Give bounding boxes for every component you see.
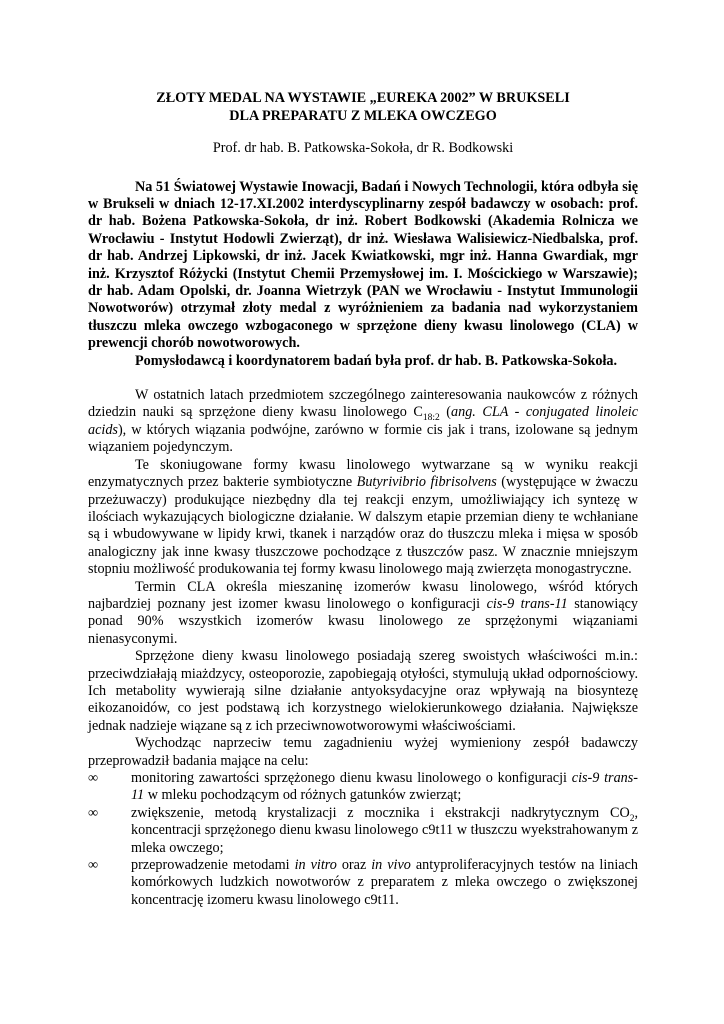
body-paragraph-1 [88,387,638,457]
list-item [88,770,638,805]
text-run: monitoring zawartości sprzężonego dienu kwasu linolowego o konfiguracji [131,770,572,786]
text-run: antyproliferacyjnych testów na liniach komórkowych ludzkich nowotworów z preparatem z mleka owczego o zwiększonej koncentrację izomeru kwasu linolowego c9t11. [131,857,638,908]
text-run: przeprowadzenie metodami [131,857,295,874]
italic-text: in vivo [371,857,411,874]
text-run: ( [439,404,451,421]
italic-text: in vitro [294,857,337,874]
list-item [88,805,638,857]
text-run: zwiększenie, metodą krystalizacji z mocznika i ekstrakcji nadkrytycznym CO [131,804,630,821]
body-paragraph-5: Wychodząc naprzeciw temu zagadnieniu wyżej wymieniony zespół badawczy przeprowadził badania mające na celu: [88,735,638,769]
text-run: Termin CLA określa mieszaninę izomerów kwasu linolowego, wśród których najbardziej poznany jest izomer kwasu linolowego o konfiguracji [88,578,638,612]
italic-text: cis-9 trans-11 [486,595,568,612]
list-item [88,857,638,909]
authors-line: Prof. dr hab. B. Patkowska-Sokoła, dr R. Bodkowski [212,140,514,157]
text-run: , koncentracji sprzężonego dienu kwasu linolowego c9t11 w tłuszczu wyekstrahowanym z mleka owczego; [131,804,638,856]
text-run: oraz [336,857,372,874]
body-paragraph-4: Sprzężone dieny kwasu linolowego posiadają szereg swoistych właściwości m.in.: przeciwdziałają miażdzycy, osteoporozie, zapobiegają otyłości, stymulują układ odpornościowy. Ich metabolity wywierają silne działanie antyoksydacyjne oraz wpływają na biosyntezę eikozanoidów, co jest podstawą ich korzystnego wielokierunkowego działania. Największe jednak nadzieje wiązane są z ich przeciwnowotworowymi właściwościami. [88,648,638,734]
infinity-bullet-icon: ∞ [88,857,99,874]
text-run: stanowiący ponad 90% wszystkich izomerów kwasu linolowego ze sprzężonymi wiązaniami nienasyconymi. [88,595,639,647]
subscript: 18:2 [422,413,440,424]
body-paragraph-2 [88,457,638,579]
intro-paragraph: Na 51 Światowej Wystawie Inowacji, Badań i Nowych Technologii, która odbyła się w Brukseli w dniach 12-17.XI.2002 interdyscyplinarny zespół badawczy w osobach: prof. dr hab. Bożena Patkowska-Sokoła, dr inż. Robert Bodkowski (Akademia Rolnicza we Wrocławiu - Instytut Hodowli Zwierząt), dr inż. Wiesława Walisiewicz-Niedbalska, prof. dr hab. Andrzej Lipkowski, dr inż. Jacek Kwiatkowski, mgr inż. Hanna Gwardiak, mgr inż. Krzysztof Różycki (Instytut Chemii Przemysłowej im. I. Mościckiego w Warszawie); dr hab. Adam Opolski, dr. Joanna Wietrzyk (PAN we Wrocławiu - Instytut Immunologii Nowotworów) otrzymał złoty medal z wyróżnieniem za badania nad wykorzystaniem tłuszczu mleka owczego wzbogaconego w sprzężone dieny kwasu linolowego (CLA) w prewencji chorób nowotworowych. [88,178,638,352]
document-content [88,90,638,909]
intro-coordinator: Pomysłodawcą i koordynatorem badań była prof. dr hab. B. Patkowska-Sokoła. [135,352,618,369]
infinity-bullet-icon: ∞ [88,804,99,821]
text-run: Te skoniugowane formy kwasu linolowego wytwarzane są w wyniku reakcji enzymatycznych przez bakterie symbiotyczne [88,456,638,491]
text-run: (występujące w żwaczu przeżuwaczy) produkujące niezbędny dla tej reakcji enzym, umożliwiający ich syntezę w ilościach wykazujących biologiczne działanie. W dalszym etapie przemian dieny te wchłaniane są i wbudowywane w lipidy krwi, tkanek i narządów oraz do tłuszczu mleka i mięsa w sposób analogiczny jak inne kwasy tłuszczowe pochodzące z tłuszczów pasz. W znacznie mniejszym stopniu możliwość produkowania tej formy kwasu linolowego mają zwierzęta monogastryczne. [88,474,638,578]
text-run: ), w których wiązania podwójne, zarówno w formie cis jak i trans, izolowane są jednym wiązaniem pojedynczym. [88,421,638,456]
spacer [88,370,638,387]
title-line-2: DLA PREPARATU Z MLEKA OWCZEGO [229,107,497,124]
aims-list [88,770,638,909]
italic-text: cis-9 trans-11 [131,770,639,804]
italic-text: Butyrivibrio fibrisolvens [356,474,497,491]
subscript: 2 [629,813,635,824]
italic-text: ang. CLA - conjugated linoleic acids [88,404,638,438]
title-line-1: ZŁOTY MEDAL NA WYSTAWIE „EUREKA 2002” W BRUKSELI [156,90,570,106]
text-run: W ostatnich latach przedmiotem szczególnego zainteresowania naukowców z różnych dziedzin nauki są sprzężone dieny kwasu linolowego C [88,387,638,421]
infinity-bullet-icon: ∞ [88,770,99,786]
body-paragraph-3 [88,579,638,649]
document-title [88,90,638,125]
text-run: w mleku pochodzącym od różnych gatunków zwierząt; [144,787,462,804]
